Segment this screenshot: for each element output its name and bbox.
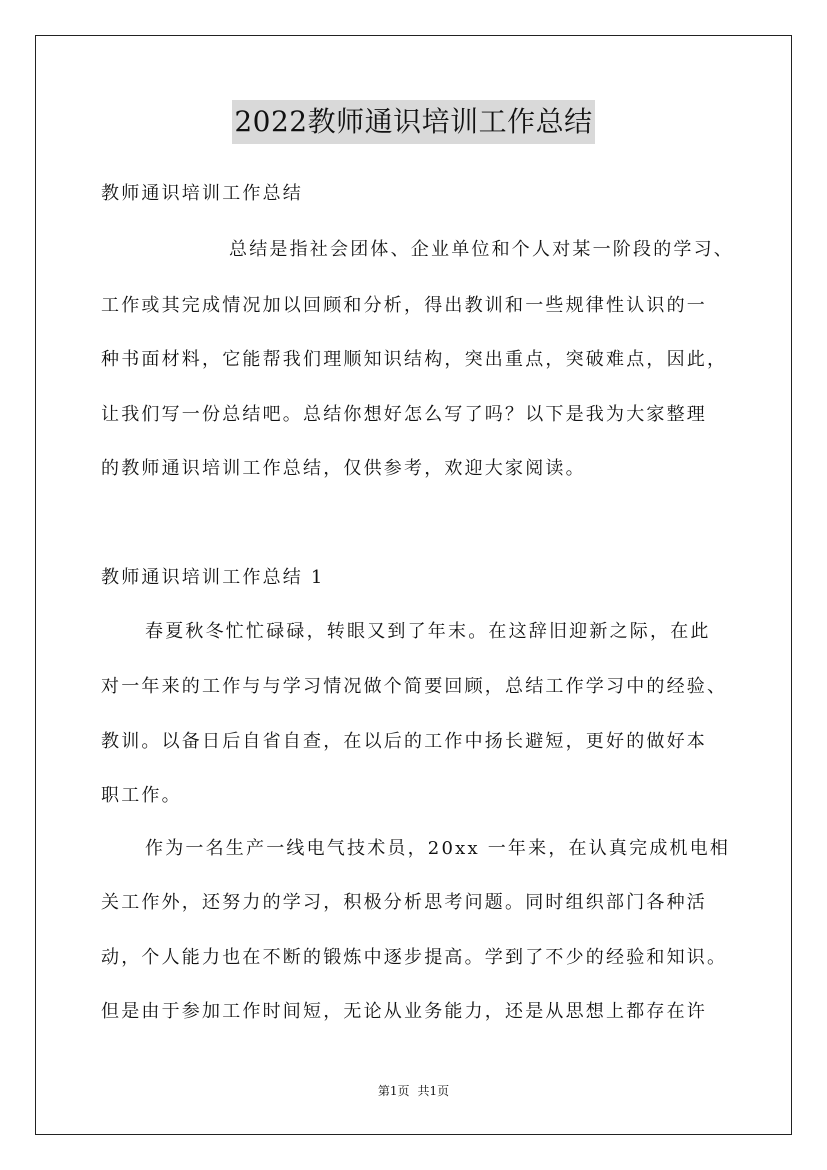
document-title: 2022教师通识培训工作总结 bbox=[232, 100, 594, 144]
subtitle: 教师通识培训工作总结 bbox=[101, 183, 303, 204]
paragraph-line: 对一年来的工作与与学习情况做个简要回顾，总结工作学习中的经验、 bbox=[101, 676, 728, 697]
intro-line: 的教师通识培训工作总结，仅供参考，欢迎大家阅读。 bbox=[101, 458, 586, 479]
paragraph-line: 但是由于参加工作时间短，无论从业务能力，还是从思想上都存在许 bbox=[101, 1001, 707, 1022]
paragraph-line: 职工作。 bbox=[101, 785, 182, 806]
page-number: 第1页 bbox=[377, 1084, 410, 1098]
paragraph-line: 教训。以备日后自省自查，在以后的工作中扬长避短，更好的做好本 bbox=[101, 731, 707, 752]
title-container bbox=[0, 100, 827, 144]
page-footer bbox=[0, 1083, 827, 1099]
intro-line: 种书面材料，它能帮我们理顺知识结构，突出重点，突破难点，因此， bbox=[101, 349, 728, 370]
paragraph-line: 关工作外，还努力的学习，积极分析思考问题。同时组织部门各种活 bbox=[101, 892, 707, 913]
section-heading: 教师通识培训工作总结 1 bbox=[101, 567, 325, 588]
intro-line: 让我们写一份总结吧。总结你想好怎么写了吗？以下是我为大家整理 bbox=[101, 404, 707, 425]
paragraph-line: 春夏秋冬忙忙碌碌，转眼又到了年末。在这辞旧迎新之际，在此 bbox=[145, 621, 711, 642]
intro-line: 总结是指社会团体、企业单位和个人对某一阶段的学习、 bbox=[229, 239, 734, 260]
page-total: 共1页 bbox=[417, 1084, 450, 1098]
intro-line: 工作或其完成情况加以回顾和分析，得出教训和一些规律性认识的一 bbox=[101, 295, 707, 316]
paragraph-line: 作为一名生产一线电气技术员，20xx 一年来，在认真完成机电相 bbox=[145, 838, 731, 859]
paragraph-line: 动，个人能力也在不断的锻炼中逐步提高。学到了不少的经验和知识。 bbox=[101, 947, 728, 968]
